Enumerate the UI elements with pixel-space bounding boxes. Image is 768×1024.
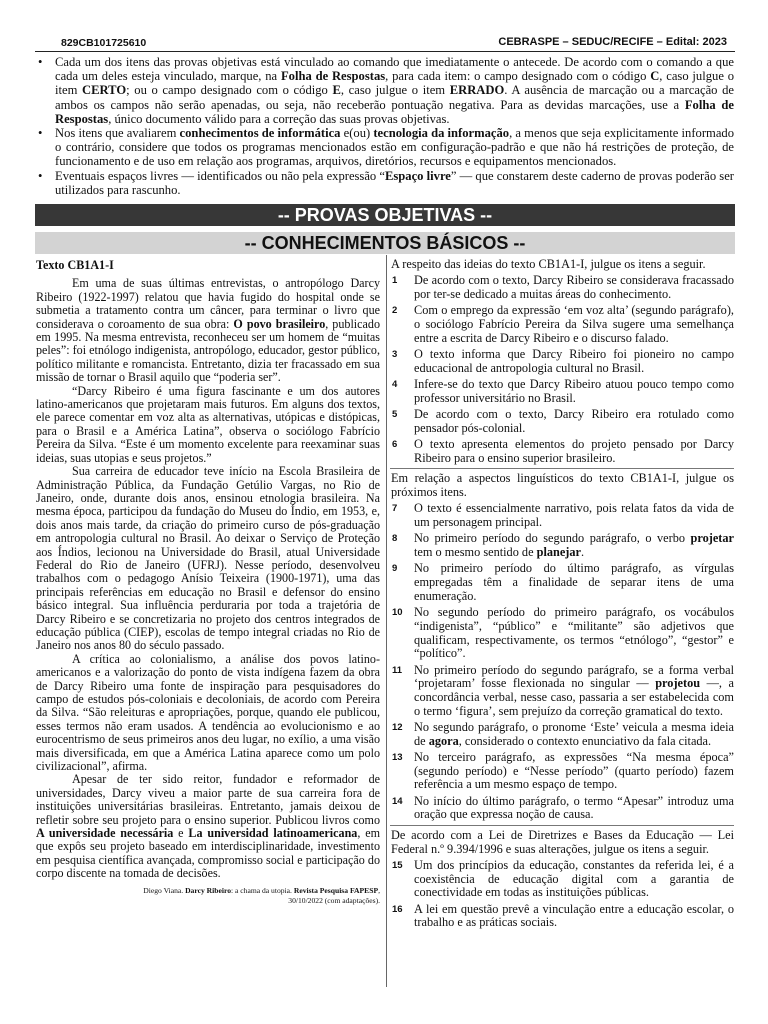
item-text <box>414 502 734 529</box>
text-run: Eventuais espaços livres — identificados ou não pela expressão “ <box>55 168 385 183</box>
item-text <box>414 304 734 345</box>
emphasis-text: C <box>650 69 660 84</box>
item-text <box>414 721 734 748</box>
question-item <box>390 304 734 345</box>
text-run: , a menos que seja explicitamente informado o contrário, considere que todos os programas mencionados estão em configuração-padrão e que não há restrições de proteção, de funcionamento e de uso em relação aos programas, arquivos, diretórios, recursos e equipamentos mencionados. <box>55 126 735 169</box>
emphasis-text: agora <box>428 733 459 748</box>
question-item <box>390 751 734 792</box>
question-item <box>390 606 734 661</box>
text-run: A crítica ao colonialismo, a análise dos povos latino-americanos e a valorização do ponto de vista indígena fazem da obra de Darcy Ribeiro uma fonte de inspiração para pesquisadores do campo de estudos pós-coloniais e decoloniais, de acordo com Pereira da Silva. “São releituras e apropriações, porque, quando ele publicou, esses termos não eram usados. A tendência ao evolucionismo e ao eurocentrismo de seus primeiros anos deu lugar, no exílio, a uma visão mais diversificada, em que a América Latina aparece como um polo civilizacional”, afirma. <box>36 651 380 774</box>
text-run: , <box>378 885 380 895</box>
text-run: No primeiro período do segundo parágrafo, se a forma verbal ‘projetaram’ fosse flexionada no singular — <box>414 662 734 691</box>
emphasis-text: Folha de Respostas <box>55 97 734 126</box>
section-prompt <box>390 829 734 856</box>
text-run: tem o mesmo sentido de <box>414 545 537 560</box>
question-item <box>390 348 734 375</box>
section-banner: -- PROVAS OBJETIVAS -- <box>35 204 735 226</box>
item-number: 9 <box>392 563 398 575</box>
text-paragraph <box>36 465 380 653</box>
bullet-icon <box>38 126 42 140</box>
item-text <box>414 606 734 661</box>
item-number: 4 <box>392 379 398 390</box>
emphasis-text: O povo brasileiro <box>233 316 326 331</box>
question-item <box>390 859 734 900</box>
text-run: , publicado em 1995. Na mesma entrevista, reconheceu ser um homem de “muitas peles”: foi etnólogo indigenista, antropólogo, educador, gestor público, político militante e romancista. Entretanto, dizia ter fracassado em sua missão de tornar o Brasil aquilo que “poderia ser”. <box>36 316 380 385</box>
question-item <box>390 438 734 465</box>
text-run: A lei em questão prevê a vinculação entre a educação escolar, o trabalho e as práticas sociais. <box>414 901 734 930</box>
item-number: 12 <box>392 721 403 733</box>
emphasis-text: projetar <box>690 531 734 546</box>
text-run: e <box>173 826 189 841</box>
question-section <box>390 468 734 822</box>
text-run: Nos itens que avaliarem <box>55 126 180 141</box>
question-item <box>390 274 734 301</box>
text-paragraph <box>36 277 380 384</box>
item-text <box>414 532 734 559</box>
text-run: , caso julgue o item <box>340 83 450 98</box>
emphasis-text: A universidade necessária <box>36 826 174 841</box>
item-number: 16 <box>392 903 403 915</box>
section-prompt <box>390 258 734 272</box>
text-run: Diego Viana. <box>143 885 186 895</box>
text-run: No segundo parágrafo, o pronome ‘Este’ veicula a mesma ideia de <box>414 719 734 748</box>
item-text <box>414 903 734 930</box>
emphasis-text: Revista Pesquisa FAPESP <box>293 885 379 895</box>
text-run: Apesar de ter sido reitor, fundador e reformador de universidades, Darcy viveu a maior parte de sua carreira fora de instituições universitárias brasileiras. Entretanto, jamais deixou de refletir sobre seu projeto para o ensino superior. Publicou livros como <box>36 772 380 827</box>
instructions-list <box>35 55 734 197</box>
subsection-banner: -- CONHECIMENTOS BÁSICOS -- <box>35 232 735 254</box>
item-text <box>414 562 734 603</box>
text-run: De acordo com o texto, Darcy Ribeiro era rotulado como pensador pós-colonial. <box>414 407 734 435</box>
text-run: . A ausência de marcação ou a marcação de ambos os campos não serão apenadas, ou seja, não receberão pontuação negativa. Para as devidas marcações, use a <box>55 83 734 112</box>
text-run: Em relação a aspectos linguísticos do texto CB1A1-I, julgue os próximos itens. <box>391 471 734 500</box>
questions-column <box>390 257 734 930</box>
exam-title: CEBRASPE – SEDUC/RECIFE – Edital: 2023 <box>498 36 727 48</box>
section-prompt <box>390 472 734 499</box>
text-run: O texto apresenta elementos do projeto pensado por Darcy Ribeiro para o ensino superior brasileiro. <box>414 437 734 465</box>
text-run: Com o emprego da expressão ‘em voz alta’ (segundo parágrafo), o sociólogo Fabrício Pereira da Silva sugere uma semelhança entre a escrita de Darcy Ribeiro e o discurso falado. <box>414 303 734 345</box>
emphasis-text: CERTO <box>82 83 127 98</box>
item-text <box>414 408 734 435</box>
item-text <box>414 795 734 822</box>
question-item <box>390 408 734 435</box>
text-paragraph <box>36 653 380 774</box>
item-number: 2 <box>392 305 398 317</box>
text-run: . <box>581 545 585 560</box>
item-number: 13 <box>392 751 403 763</box>
item-number: 6 <box>392 439 398 450</box>
text-paragraph <box>36 385 380 465</box>
question-item <box>390 378 734 405</box>
item-number: 8 <box>392 533 398 545</box>
instruction-item <box>35 126 734 169</box>
reading-text <box>36 257 380 907</box>
text-run: A respeito das ideias do texto CB1A1-I, julgue os itens a seguir. <box>391 257 706 271</box>
item-number: 1 <box>392 275 398 287</box>
question-item <box>390 795 734 822</box>
text-run: No primeiro período do segundo parágrafo, o verbo <box>414 531 691 546</box>
question-item <box>390 664 734 719</box>
text-paragraph <box>36 773 380 880</box>
emphasis-text: ERRADO <box>449 83 505 98</box>
text-run: De acordo com a Lei de Diretrizes e Bases da Educação — Lei Federal n.º 9.394/1996 e suas alterações, julgue os itens a seguir. <box>391 828 734 856</box>
item-text <box>414 859 734 900</box>
text-run: Sua carreira de educador teve início na Escola Brasileira de Administração Pública, da Fundação Getúlio Vargas, no Rio de Janeiro, onde, durante dois anos, ensinou etnologia brasileira. Na mesma época, participou da fundação do Museu do Índio, em 1953, e, dois anos mais tarde, da criação do primeiro curso de pós-graduação em antropologia cultural no Brasil. Ao deixar o Serviço de Proteção aos Índios, lecionou na Universidade do Brasil, atual Universidade Federal do Rio de Janeiro (UFRJ). Nesse período, desenvolveu trabalhos com o pedagogo Anísio Teixeira (1900-1971), uma das principais referências em educação no Brasil e defensor do ensino básico integral. Sua influência perduraria por toda a trajetória de Darcy Ribeiro e se concretizaria no projeto dos centros integrados de educação pública (CIEP), escolas de tempo integral criadas no Rio de Janeiro nos anos 80 do século passado. <box>36 464 380 653</box>
text-run: , caso julgue o item <box>55 69 735 98</box>
emphasis-text: La universidad latinoamericana <box>188 826 358 841</box>
item-text <box>414 348 734 375</box>
emphasis-text: projetou <box>655 676 701 691</box>
item-number: 10 <box>392 607 403 619</box>
text-run: Um dos princípios da educação, constantes da referida lei, é a coexistência de educação digital com a garantia de conectividade em todas as instituições públicas. <box>414 858 734 900</box>
item-number: 14 <box>392 795 403 807</box>
text-run: Infere-se do texto que Darcy Ribeiro atuou pouco tempo como professor universitário no Brasil. <box>414 377 734 405</box>
text-run: : a chama da utopia. <box>231 885 294 895</box>
item-number: 15 <box>392 860 403 872</box>
text-run: Cada um dos itens das provas objetivas está vinculado ao comando que imediatamente o antecede. De acordo com o comando a que cada um deles esteja vinculado, marque, na <box>55 55 734 84</box>
text-run: No início do último parágrafo, o termo “Apesar” introduz uma oração que expressa noção de causa. <box>414 793 734 822</box>
text-run: ; ou o campo designado com o código <box>126 83 333 98</box>
emphasis-text: Darcy Ribeiro <box>185 885 231 895</box>
item-text <box>414 438 734 465</box>
text-run: ” — que constarem deste caderno de provas poderão ser utilizados para rascunho. <box>55 168 734 197</box>
instruction-item <box>35 169 734 197</box>
text-run: De acordo com o texto, Darcy Ribeiro se considerava fracassado por ter-se dedicado a muitas áreas do conhecimento. <box>414 273 734 301</box>
item-number: 3 <box>392 349 398 360</box>
source-line <box>36 896 380 907</box>
item-text <box>414 751 734 792</box>
text-run: , para cada item: o campo designado com o código <box>385 69 651 84</box>
item-text <box>414 664 734 719</box>
text-run: —, a concordância verbal, nesse caso, passaria a ser estabelecida com o termo ‘figura’, sem prejuízo da correção gramatical do texto. <box>414 676 735 718</box>
booklet-code: 829CB101725610 <box>61 37 147 49</box>
text-run: e(ou) <box>340 126 374 141</box>
question-section <box>390 825 734 930</box>
item-text <box>414 274 734 301</box>
text-run: No terceiro parágrafo, as expressões “Na mesma época” (segundo período) e “Nesse período” (quarto período) fazem referência a um mesmo espaço de tempo. <box>414 749 734 792</box>
text-body <box>36 277 380 880</box>
emphasis-text: planejar <box>536 545 582 560</box>
text-title: Texto CB1A1-I <box>36 258 114 272</box>
bullet-icon <box>38 169 42 183</box>
instruction-item <box>35 55 734 126</box>
bullet-icon <box>38 55 42 69</box>
item-text <box>414 378 734 405</box>
text-run: , único documento válido para a correção das suas provas objetivas. <box>108 111 450 126</box>
text-run: , considerado o contexto enunciativo da fala citada. <box>458 733 712 748</box>
page-header <box>35 35 735 52</box>
text-run: 30/10/2022 (com adaptações). <box>288 896 380 906</box>
text-run: O texto é essencialmente narrativo, pois relata fatos da vida de um personagem principal. <box>414 501 734 530</box>
text-run: No segundo período do primeiro parágrafo, os vocábulos “indigenista”, “público” e “militante” são adjetivos que qualificam, respectivamente, os termos “etnólogo”, “gestor” e “político”. <box>414 605 734 661</box>
item-number: 5 <box>392 409 398 420</box>
text-run: “Darcy Ribeiro é uma figura fascinante e um dos autores latino-americanos que projetaram mais futuros. Em alguns dos textos, ele parece comentar em voz alta as alternativas, utópicas e distópicas, para o Brasil e a América Latina”, observa o sociólogo Fabrício Pereira da Silva. “Este é um momento excelente para reexaminar suas ideias, suas utopias e seus projetos.” <box>36 383 380 465</box>
source-line <box>36 886 380 897</box>
emphasis-text: conhecimentos de informática <box>179 126 341 141</box>
text-run: , em que expôs seu projeto baseado em interdisciplinaridade, investimento em pesquisa científica avançada, compromisso social e participação do corpo discente na tomada de decisões. <box>36 826 380 881</box>
text-run: O texto informa que Darcy Ribeiro foi pioneiro no campo educacional de antropologia cultural no Brasil. <box>414 347 734 375</box>
emphasis-text: tecnologia da informação <box>373 126 510 141</box>
emphasis-text: Espaço livre <box>384 168 451 183</box>
question-item <box>390 721 734 748</box>
question-section <box>390 257 734 465</box>
item-number: 7 <box>392 503 398 515</box>
text-source <box>36 886 380 907</box>
question-item <box>390 903 734 930</box>
item-number: 11 <box>392 664 403 676</box>
column-divider <box>386 255 387 987</box>
question-item <box>390 562 734 603</box>
question-item <box>390 502 734 529</box>
question-item <box>390 532 734 559</box>
text-run: Em uma de suas últimas entrevistas, o antropólogo Darcy Ribeiro (1922-1997) relatou que havia fugido do hospital onde se submetia a tratamento contra um câncer, para terminar o livro que considerava o coroamento de sua obra: <box>36 276 380 331</box>
text-run: No primeiro período do último parágrafo, as vírgulas empregadas têm a finalidade de separar itens de uma enumeração. <box>414 561 734 603</box>
emphasis-text: E <box>332 83 341 98</box>
emphasis-text: Folha de Respostas <box>280 69 386 84</box>
